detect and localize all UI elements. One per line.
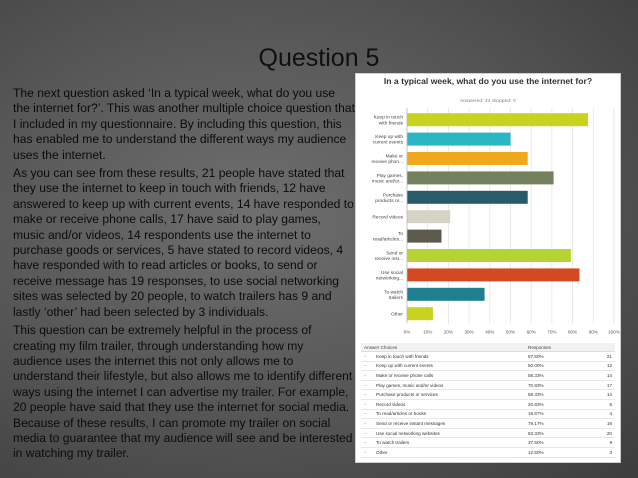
category-label: read/articles... xyxy=(372,237,403,243)
row-expand-icon[interactable]: – xyxy=(361,371,373,381)
table-row xyxy=(361,380,615,390)
row-count: 12 xyxy=(591,361,615,371)
row-choice: Other xyxy=(373,447,525,457)
bar xyxy=(407,133,511,146)
bar xyxy=(407,307,433,320)
row-count: 14 xyxy=(591,371,615,381)
row-count: 19 xyxy=(591,419,615,429)
bar xyxy=(407,210,450,223)
table-row xyxy=(361,352,615,362)
row-expand-icon[interactable]: – xyxy=(361,361,373,371)
x-tick-label: 0% xyxy=(403,329,411,335)
row-count: 14 xyxy=(591,390,615,400)
row-percent: 58.33% xyxy=(525,371,591,381)
row-percent: 37.50% xyxy=(525,438,591,448)
category-label: music and/or... xyxy=(371,179,403,185)
row-percent: 58.33% xyxy=(525,390,591,400)
row-choice: Send or receive instant messages xyxy=(373,419,525,429)
paragraph-results: As you can see from these results, 21 people have stated that they use the internet to keep in touch with friends, 12 have answered to keep up with current events, 14 have responded to make or receive phone calls, 17 have said to play games, music and/or videos, 14 respondents use the internet to purchase goods or services, 5 have stated to record videos, 4 have responded with to read articles or books, to send or receive message has 19 responses, to use social networking sites was selected by 20 people, to watch trailers has 9 and lastly ‘other’ had been selected by 3 individuals. xyxy=(13,166,354,319)
x-tick-label: 60% xyxy=(526,329,536,335)
row-expand-icon[interactable]: – xyxy=(361,380,373,390)
row-count: 9 xyxy=(591,438,615,448)
category-label: Send or xyxy=(386,251,403,257)
x-tick-label: 40% xyxy=(485,329,495,335)
table-header-row xyxy=(361,343,615,352)
row-percent: 83.33% xyxy=(525,428,591,438)
row-choice: Record videos xyxy=(373,399,525,409)
x-tick-label: 10% xyxy=(423,329,433,335)
paragraph-intro: The next question asked ‘In a typical week, what do you use the internet for?’. This was another multiple choice question that I included in my questionnaire. By including this question, this has enabled me to understand the different ways my audience uses the internet. xyxy=(13,86,355,162)
table-row xyxy=(361,419,615,429)
category-label: products or... xyxy=(375,198,403,204)
row-expand-icon[interactable]: – xyxy=(361,399,373,409)
row-percent: 87.50% xyxy=(525,352,591,362)
row-count: 3 xyxy=(591,447,615,457)
slide-title: Question 5 xyxy=(258,44,380,72)
row-percent: 50.00% xyxy=(525,361,591,371)
row-count: 17 xyxy=(591,380,615,390)
category-label: Other xyxy=(391,312,403,318)
bar xyxy=(407,171,554,184)
row-percent: 70.83% xyxy=(525,380,591,390)
row-percent: 79.17% xyxy=(525,419,591,429)
category-label: receive phon... xyxy=(371,160,403,166)
row-choice: Purchase products or services xyxy=(373,390,525,400)
row-choice: Make or receive phone calls xyxy=(373,371,525,381)
survey-results-panel xyxy=(355,73,621,463)
bar-chart xyxy=(356,74,620,336)
row-percent: 12.50% xyxy=(525,447,591,457)
row-choice: To read/articles or books xyxy=(373,409,525,419)
row-count: 4 xyxy=(591,409,615,419)
category-label: receive inst... xyxy=(374,257,403,263)
row-choice: To watch trailers xyxy=(373,438,525,448)
table-row xyxy=(361,447,615,457)
x-tick-label: 70% xyxy=(547,329,557,335)
x-tick-label: 50% xyxy=(505,329,516,335)
x-tick-label: 20% xyxy=(443,329,454,335)
table-row xyxy=(361,409,615,419)
category-label: current events xyxy=(372,140,403,146)
category-label: trailers xyxy=(388,295,403,301)
table-row xyxy=(361,428,615,438)
row-choice: Keep up with current events xyxy=(373,361,525,371)
bar xyxy=(407,268,580,281)
row-count: 5 xyxy=(591,399,615,409)
bar xyxy=(407,191,528,204)
row-expand-icon[interactable]: – xyxy=(361,428,373,438)
category-label: Keep in touch xyxy=(373,115,403,121)
row-choice: Keep in touch with friends xyxy=(373,352,525,362)
row-expand-icon[interactable]: – xyxy=(361,390,373,400)
survey-question: In a typical week, what do you use the internet for? xyxy=(383,76,593,86)
x-tick-label: 90% xyxy=(588,329,598,335)
survey-stats: Answered: 24 Skipped: 0 xyxy=(460,98,516,103)
category-label: networking... xyxy=(375,276,403,282)
category-label: Record videos xyxy=(372,215,403,221)
row-choice: Play games, music and/or videos xyxy=(373,380,525,390)
responses-table xyxy=(361,343,615,458)
category-label: Play games, xyxy=(376,173,403,179)
category-label: Make or xyxy=(385,154,403,160)
row-expand-icon[interactable]: – xyxy=(361,447,373,457)
row-expand-icon[interactable]: – xyxy=(361,409,373,419)
table-row xyxy=(361,438,615,448)
paragraph-analysis: This question can be extremely helpful in the process of creating my film trailer, through understanding how my audience uses the internet this not only allows me to understand their lifestyle, but also allows me to identify different ways using the internet I can advertise my trailer. For example, 20 people have said that they use the internet for social media. Because of these results, I can promote my trailer on social media to guarantee that my audience will see and be interested in watching my trailer. xyxy=(13,323,353,461)
table-row xyxy=(361,399,615,409)
category-label: To watch xyxy=(384,290,403,296)
header-answer-choices: Answer Choices xyxy=(361,343,525,352)
table-row xyxy=(361,390,615,400)
bar xyxy=(407,230,442,243)
x-tick-label: 80% xyxy=(567,329,578,335)
row-expand-icon[interactable]: – xyxy=(361,352,373,362)
row-count: 20 xyxy=(591,428,615,438)
row-percent: 16.67% xyxy=(525,409,591,419)
bar xyxy=(407,152,528,165)
table-row xyxy=(361,371,615,381)
bar xyxy=(407,113,588,126)
row-expand-icon[interactable]: – xyxy=(361,438,373,448)
row-percent: 20.83% xyxy=(525,399,591,409)
row-choice: Use social networking websites xyxy=(373,428,525,438)
header-responses: Responses xyxy=(525,343,615,352)
bar xyxy=(407,288,485,301)
bar xyxy=(407,249,571,262)
category-label: Purchase xyxy=(382,193,403,199)
category-label: Keep up with xyxy=(375,135,403,141)
row-count: 21 xyxy=(591,352,615,362)
row-expand-icon[interactable]: – xyxy=(361,419,373,429)
x-tick-label: 100% xyxy=(608,329,620,335)
x-tick-label: 30% xyxy=(464,329,474,335)
table-row xyxy=(361,361,615,371)
category-label: To xyxy=(397,232,403,238)
category-label: with friends xyxy=(378,121,403,127)
body-text xyxy=(13,86,355,465)
category-label: Use social xyxy=(380,270,403,276)
